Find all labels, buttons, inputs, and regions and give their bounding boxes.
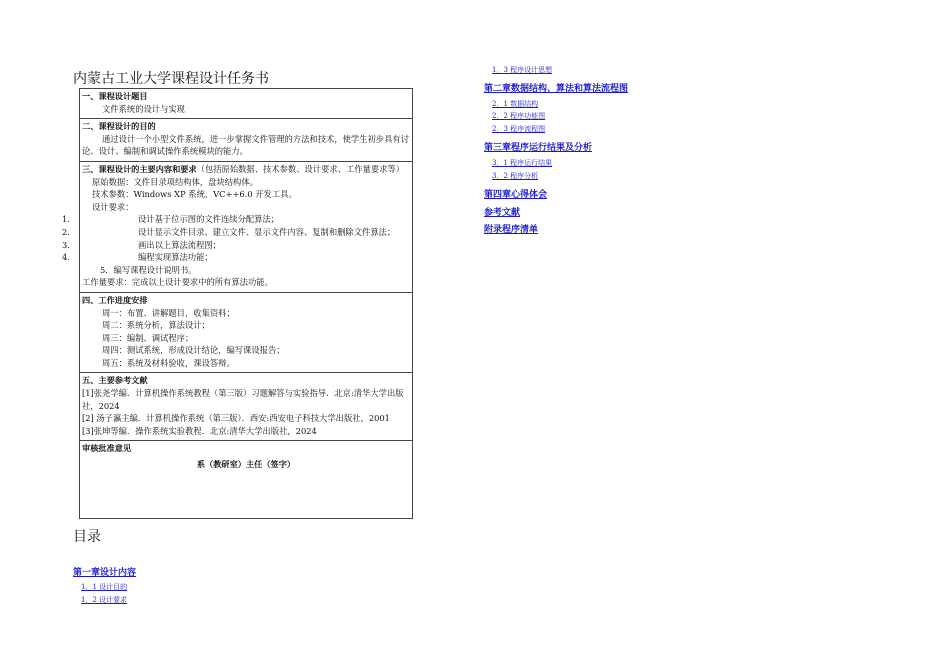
reference-item: [3]张坤等编．操作系统实验教程．北京:清华大学出版社，2024 [82,425,317,436]
raw-data-text: 原始数据：文件目录项结构体，盘块结构体。 [92,176,258,187]
signature-label: 系（教研室）主任（签字） [196,459,296,470]
section-approval-title: 审核批准意见 [82,443,132,454]
schedule-item: 周二：系统分析，算法设计； [102,320,210,331]
req-text: 设计显示文件目录、建立文件、显示文件内容、复制和删除文件算法； [138,226,396,237]
req-label: 设计要求： [92,201,134,212]
toc-references[interactable]: 参考文献 [484,208,521,218]
req-num: 1. [62,214,70,225]
toc-section-2-1[interactable]: 2．1 数据结构 [492,100,539,108]
schedule-item: 周一：布置、讲解题目，收集资料； [102,307,235,318]
toc-section-3-1[interactable]: 3．1 程序运行结果 [492,159,553,167]
req-item [62,226,410,239]
task-table [62,88,413,519]
section-schedule [80,293,412,374]
section-content [62,162,412,293]
req-item [62,251,410,264]
req-num: 2. [62,226,70,237]
toc-section-3-2[interactable]: 3．2 程序分析 [492,172,539,180]
schedule-item: 周三：编制、调试程序； [102,332,194,343]
toc-section-1-2[interactable]: 1．2 设计要求 [81,596,128,604]
workload-text: 工作量要求：完成以上设计要求中的所有算法功能。 [82,277,273,288]
schedule-item: 周四：测试系统，形成设计结论，编写课设报告； [102,345,285,356]
section-topic-title: 一、课程设计题目 [82,91,148,101]
section-topic-body: 文件系统的设计与实现 [102,103,185,114]
toc-section-2-3[interactable]: 2．3 程序流程图 [492,125,546,133]
reference-item: [1]张尧学编．计算机操作系统教程（第三版）习题解答与实验指导．北京:清华大学出版社，2024 [82,388,404,411]
toc-section-1-1[interactable]: 1．1 设计目的 [81,583,128,591]
section-content-title: 三、课程设计的主要内容和要求 [82,163,197,174]
schedule-item: 周五：系统及材料验收，课设答辩。 [102,357,235,368]
tech-params-text: 技术参数：Windows XP 系统，VC++6.0 开发工具。 [92,189,297,200]
toc-chapter-4[interactable]: 第四章心得体会 [484,190,548,200]
section-purpose-body: 通过设计一个小型文件系统，进一步掌握文件管理的方法和技术，使学生初步具有讨论、设计、编制和调试操作系统模块的能力。 [82,133,409,157]
section-approval [80,441,412,473]
toc-chapter-1[interactable]: 第一章设计内容 [73,568,137,578]
toc-title: 目录 [73,529,101,545]
toc-section-1-3[interactable]: 1．3 程序设计思想 [492,66,553,74]
section-content-heading [82,163,410,176]
section-schedule-title: 四、工作进度安排 [82,294,148,305]
req-item-5: 5．编写课程设计说明书。 [100,264,197,275]
toc-section-2-2[interactable]: 2．2 程序功能图 [492,112,546,120]
toc-chapter-3[interactable]: 第三章程序运行结果及分析 [484,143,593,153]
req-text: 设计基于位示图的文件连续分配算法； [138,214,280,225]
req-text: 编程实现算法功能； [138,252,213,263]
section-purpose [80,119,412,162]
req-num: 4. [62,252,70,263]
section-purpose-title: 二、课程设计的目的 [82,121,156,132]
section-topic [80,89,412,119]
section-references [80,373,412,441]
section-content-title-suffix: （包括原始数据、技术参数、设计要求、工作量要求等） [196,163,405,174]
section-references-title: 五、主要参考文献 [82,375,148,386]
req-item [62,213,410,226]
toc-chapter-2[interactable]: 第二章数据结构、算法和算法流程图 [484,84,629,94]
doc-title: 内蒙古工业大学课程设计任务书 [73,71,269,87]
reference-item: [2] 汤子瀛主编．计算机操作系统（第三版）．西安:西安电子科技大学出版社，2001 [82,413,390,424]
req-text: 画出以上算法流程图； [138,239,221,250]
req-item [62,239,410,252]
toc-appendix[interactable]: 附录程序清单 [484,225,539,235]
req-num: 3. [62,239,70,250]
